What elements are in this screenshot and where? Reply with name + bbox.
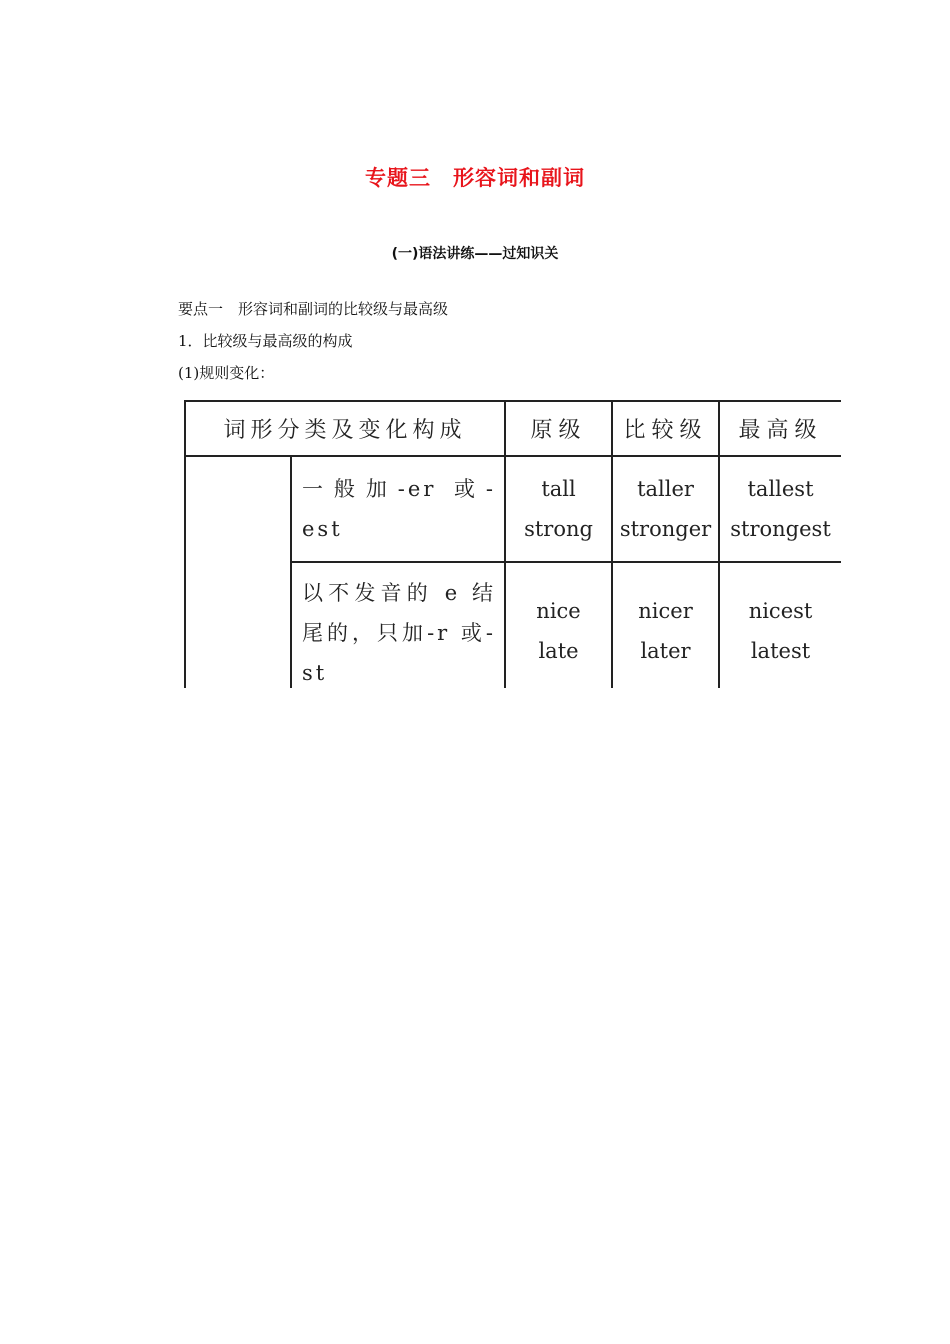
word: nice bbox=[536, 599, 581, 623]
word: strongest bbox=[730, 517, 831, 541]
word: tallest bbox=[747, 477, 814, 501]
table-header-row bbox=[185, 401, 841, 456]
word: latest bbox=[750, 639, 811, 663]
word: tall bbox=[541, 477, 576, 501]
header-base: 原级 bbox=[505, 401, 612, 456]
rule-cell: 以不发音的 e 结尾的，只加-r 或-st bbox=[291, 562, 505, 688]
word: later bbox=[640, 639, 691, 663]
header-comparative: 比较级 bbox=[612, 401, 719, 456]
word: nicest bbox=[748, 599, 813, 623]
header-superlative: 最高级 bbox=[719, 401, 841, 456]
merged-category-cell bbox=[185, 456, 291, 688]
table-row bbox=[185, 456, 841, 562]
header-category: 词形分类及变化构成 bbox=[185, 401, 505, 456]
word: late bbox=[538, 639, 579, 663]
comparison-table-container bbox=[184, 400, 841, 688]
comparative-cell bbox=[612, 562, 719, 688]
key-point-heading: 要点一 形容词和副词的比较级与最高级 bbox=[178, 300, 449, 318]
word: taller bbox=[637, 477, 694, 501]
base-cell bbox=[505, 562, 612, 688]
sub-heading: (1)规则变化： bbox=[178, 364, 275, 382]
numbered-heading: 1．比较级与最高级的构成 bbox=[178, 332, 353, 350]
word: nicer bbox=[638, 599, 693, 623]
comparison-table bbox=[184, 400, 841, 688]
section-subtitle: (一)语法讲练——过知识关 bbox=[391, 246, 559, 262]
superlative-cell bbox=[719, 562, 841, 688]
document-title: 专题三 形容词和副词 bbox=[365, 166, 585, 190]
comparative-cell bbox=[612, 456, 719, 562]
word: strong bbox=[524, 517, 593, 541]
superlative-cell bbox=[719, 456, 841, 562]
base-cell bbox=[505, 456, 612, 562]
rule-cell: 一般加-er 或-est bbox=[291, 456, 505, 562]
word: stronger bbox=[619, 517, 712, 541]
